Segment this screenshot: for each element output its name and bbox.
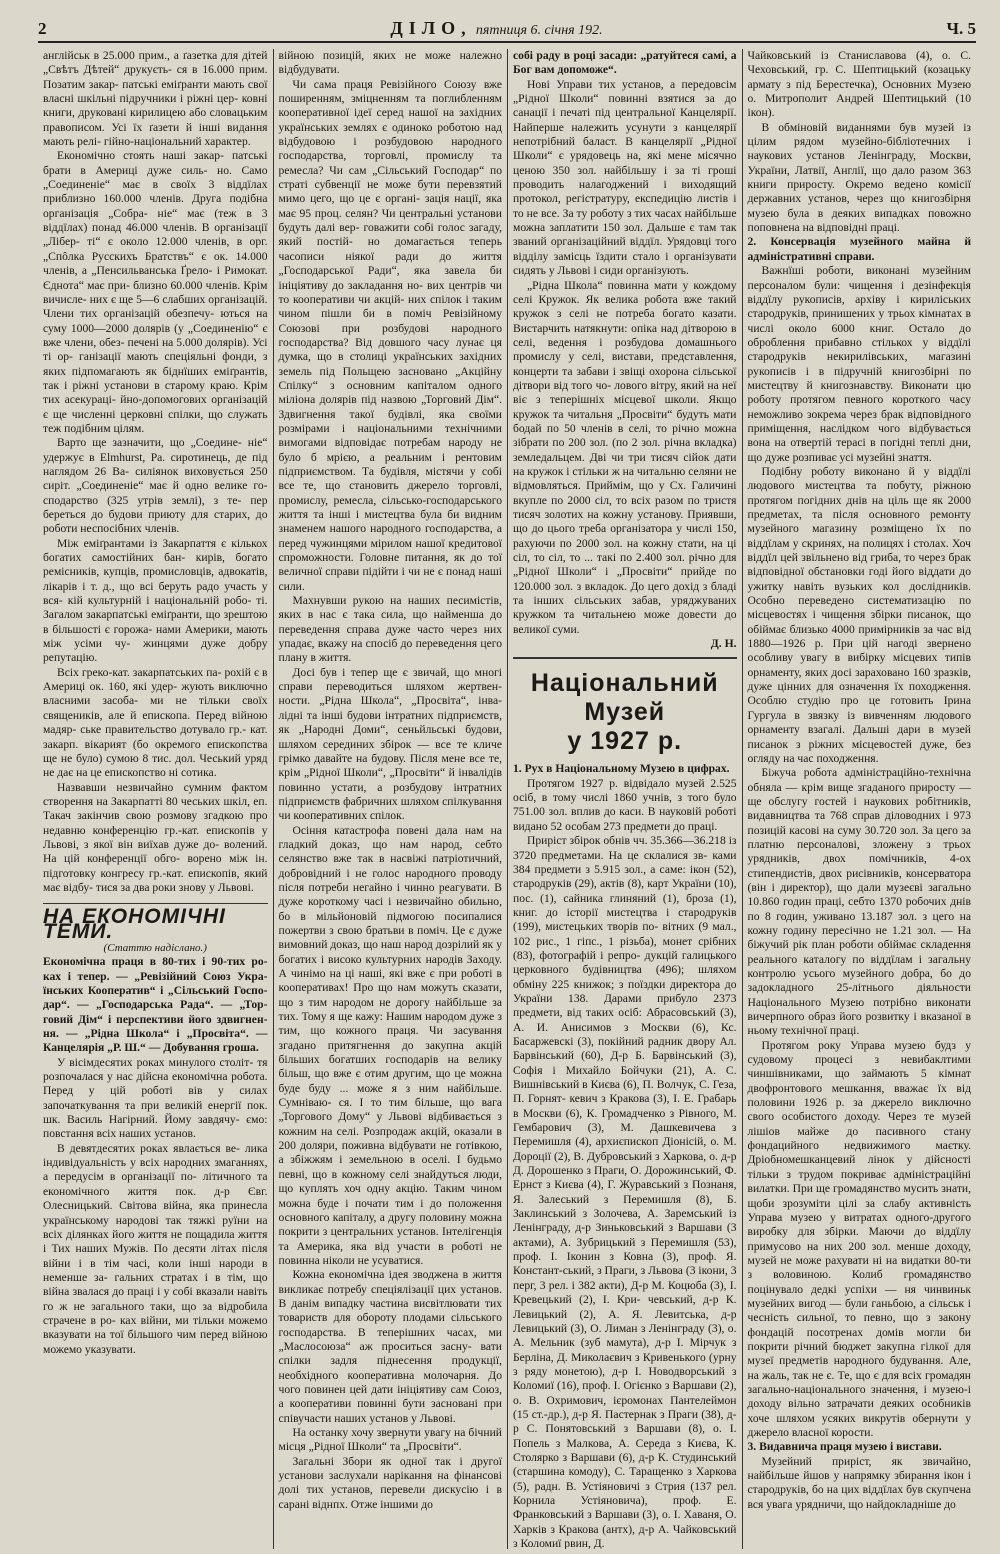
paragraph: Осіння катастрофа повені дала нам на гладкий доказ, що нам народ, себто селянство вже так в насвіжі патріотичний, добровідний і не голос народного проводу після потреби негайно і чинно реагувати. В дуже короткому часі і незвичайно обильно, бо в мільйоновій підмогою посипалися пожертви з свою братьви в поміч. Це є дуже вимовний доказ, що наш народ дозрілий як у богатих і високо культурних народів Заходу. А чинімо на ці наші, які вже є при роботі в кооперативах! Про що нам можуть сказати, що з тим народом не дорогу найбільше за тих. Тому я ще кажу: Нашим народом дуже з тим, що кожного праця. Чи засування згадано притягнення до закупна акцій більших богатших господарів на велику більш, що вже є отим другим, що це можна буде буду ... може я з ним найбільше. Сумніваю- ся. І то тим більше, що вага „Торгового Дому“ у Львові відбивається з кожним на селі. Розпродаж акцій, оказали в 200 доляри, поживна відбувати не готівкою, а збіжжям і земельною в оселі. І будьмо певні, що в кожному селі знайдуться люди, що куплять хоч одну акцію. Таким чином можна буде і почати тим і до положення основного капіталу, а другу половину можна покрити з центральних установ. Інтелігенція та Америка, яка від участи в роботі не повинна ніколи не усуватися. <box>278 823 502 1267</box>
paragraph: Протягом року Управа музею будз у судовому процесі з невибаклтими чиншівниками, що займають 5 кімнат двофронтового мешкання, вважає їх від половини 1926 р. за джерело виключно свого особистого доходу. Через те музей лішіов майже до пасивного стану фондацийного недвижимого маєтку. Дріобномешканцевий лінок у дійсності тільки з трудом покриває адміністраційні вилатки. При ще громадянство мусить знати, щоби зрозуміти цілі за слабу активність Управа музею у витратах одного-другого виробку для збірки. Маючи до віддїлу примусово на них 200 зол. менше доходу, музей не може рахувати ні на видатки 80-ти з воловиною. Колиб громадянство поцінувало дедкі успіхи — ня чинвиньк музейних вигод — були ганьбою, а сільськ і чесність сильної, то певно, що з закону фондацій посотренах домів могли би покрити річний бюджет закупна гілкої для музеї предметів народного будування. Але, на жаль, так не є. Те, що є для всіх громадян загально-національного значення, і музею-і доходу вільно затрачати деяких особників хоче шляхом усяких викрутів обернути у джерело власної корости. <box>747 1038 971 1439</box>
paragraph: Досі був і тепер ще є звичай, що многі справи переводиться шляхом жертвен- ности. „Рідна Школа“, „Просвіта“, інва- лідні та інші будови інтратних підприємств, як „Народні Доми“, сеньйльські будови, шляхом серединих збірок — все те кличе грімко давайте на будову. Після мене все те, крім „Рідної Школи“, „Просвіти“ й інвалідів повинно устати, а розбудову інтратних підприємств фабричних шляхом спілкування чи кооперативних спілок. <box>278 665 502 823</box>
paragraph: Чайковський із Станиславова (4), о. С. Чеховський, гр. С. Шептицький (козацьку армату з під Берестечка), Основних Музею о. Митрополит Андрей Шептицький (10 ікон). <box>747 49 971 120</box>
paragraph: Між еміґрантами із Закарпаття є кількох богатих самостійних бан- кирів, богато ремісників, купців, промисловців, адвокатів, лікарів і т. д., що всі беруть радо участь у вся- кій культурній і національній робо- ті. Загалом закарпатські еміґранти, що зрештою в більшості є горожа- нами Америки, мають між усіми чу- жинцями дуже добру репутацію. <box>43 536 268 665</box>
paragraph: Чи сама праця Ревізійного Союзу вже поширенням, зміцненням та поглибленням кооперативної ідеї серед нашої на західних українських землях є одиноко роботою над відбудовою і розбудовою народного господарства, торговлі, промислу та ремесла? Чи сам „Сільський Господар“ по страті субвенції не може бути перевзятий мимо цего, що це є органі- зація нації, яка має 95 проц. селян? Чи центральні установи будуть далі вер- говажити собі голос загаду, який постій- но домагається теперь часописи ніякої ради до життя „Господарської Ради“, яка завела би ініціятиву до закладання но- вих центрів чи то кооперативи чи акцій- них спілок і таким чином пішли би в поміч Ревізійному Союзові при розбудові народного господарства? Від довшого часу лунає ця думка, що в столиці українських західних земель під Польщею засновано „Акційну Спілку“ з основним капіталом одного міліона долярів під назвою „Торговий Дім“. Здвигнення такої будівлі, яка своїми розмірами і національними технічними вимогами відповідає потребам народу не було б мрією, а реальним і рентовим підприємством. Та будівля, містячи у собі все те, що становить джерело торговлі, промислу, ремесла, сільсько-господарського життя та інші і мистецтва була би видним знаменем нашого народного господарства, а перед чужинцями мірилом нашої кредитової спроможности. Головне питання, як до тої величної справи підійти і чи не є понад наші сили. <box>278 77 502 593</box>
paragraph: Всіх греко-кат. закарпатських па- рохій є в Америці ок. 160, які удер- жують виключно власними засоба- ми не тільки своїх священиків, але й епископа. Перед війною мадяр- ське правительство дотувало гр.- кат. закарп. вікарият (бо окремого епископства ще не було) сумою 8 тис. дол. Чеський уряд не дає на це епископство ні сотика. <box>43 665 268 780</box>
subheading: 3. Видавнича праця музею і вистави. <box>747 1440 942 1454</box>
issue-date: пятниця 6. січня 192. <box>475 23 603 38</box>
article-signature: Д. Н. <box>710 637 737 651</box>
paragraph: війною позицій, яких не може належно відбудувати. <box>278 49 502 77</box>
subheading: 2. Консервація музейного майна й адміністративні справи. <box>747 235 971 263</box>
issue-number: Ч. 5 <box>946 19 976 38</box>
paragraph: Музейний приріст, як звичайно, найбільше йшов у напрямку збирання ікон і стародруків, бо на цих віддїлах був скупчена вся увага урядничи, що найдокладніше до <box>747 1454 971 1511</box>
column-3 <box>507 49 742 1549</box>
column-2 <box>273 49 508 1549</box>
paragraph: Приріст збірок обнів чч. 35.366—36.218 із 3720 предметами. На це склалися зв- ками 384 предмети з 5.915 зол., а саме: ікон (52), стародруків (29), актів (8), карт України (10), пос. (1), сайника глиняний (1), броза (1), книг. до історії мистецтва і стародруків (199), мистецьких творів по- вітних (9 мал., 102 рис., 1 гіпс., 1 різьба), монет срібних (83), фотографій і репро- дукцій галицького церковного будівництва (496); шляхом обміну 225 книжок; з поїздки директора до України 138. Дарами прибуло 2373 предмети, від таких осіб: Абрасовський (3), А. И. Анисимов з Москви (6), Кс. Басаржевскі (3), покійний радник двору Ал. Барвінський (60), Д-р Б. Барвінський (3), Софія і Михайло Бойчуки (21), А. С. Вишнівський в Києва (6), П. Волчук, С. Геза, П. Горнят- кевич з Кракова (3), І. Е. Грабарь в Москви (6), К. Громадченко з Рівного, М. Гембарович (3), М. Дашкевичева з Перемишля (4), архиєпископ Діонісій, о. М. Дороції (2), В. Дубровський з Харкова, о. д-р Д. Дорошенко з Праги, О. Дорожинський, Ф. Ернст з Києва (4), Г. Журавський з Познаня, Я. Залеський з Перемишля (8), Б. Заклинський з Золочева, А. Заремський із Ленінграду, д-р Зиньковський з Варшави (3 актами), А. Зубрицький з Перемишля (53), проф. І. Іконин з Ковна (3), проф. Я. Констант-ський, з Праги, з Львова (3 ікони, 3 перг, 3 рел. і 382 акти), Д-р М. Коцюба (3), І. Кревецький (2), І. Кри- чевський, д-р К. Левицький (2), А. Я. Левитська, д-р Левицький (3), О. Лиман з Ленінграду (3), о. А. Мельник (зуб мамута), д-р І. Мірчук з Берліна, Д. Миколаєвич з Кривенького (урну з ряду монетою), д-р І. Новодворський з Коломиї (16), проф. І. Огієнко з Варшави (2), о. В. Охримович, ієромонах Пантелеймон (15 ст.-др.), д-р Я. Пастернак з Праги (38), д-р С. Понятовський з Варшави (8), о. І. Попель з Малкова, А. Середа з Києва, К. Столярко з Варшави (6), д-р К. Студинський (старшина комоду), С. Таращенко з Харкова (5), радн. В. Устіяновичі з Стрия (137 рел. Корнила Устіяновича), проф. Е. Франковський з Варшави (3), о. І. Хаваня, О. Харків з Кракова (антх), д-р А. Чайковський з Коломиї рвин, Д. <box>513 834 737 1549</box>
paragraph: Нові Управи тих установ, а передовсім „Рідної Школи“ повинні взятися за до санації і печаті під центральної Канцелярії. Найперше належить усунути з канцелярії непотрібний баласт. В канцелярії „Рідної Школи“ є урядовець на, які мене місячно ценою 350 зол. найбільшу і за ті гроші проводить налагоджений і виходящий протокол, регістратуру, експедицію листів і то не все. За ту роботу з тих часах найбільше можна заплатити 150 зол. Дальше є там так званий організаційний віддїл. Урядовці того відділу замісць їздити стало і організувати сидять у Львові і сиди організують. <box>513 77 737 278</box>
column-1 <box>38 49 273 1549</box>
section-note: (Статтю надіслано.) <box>103 941 207 954</box>
paragraph: Варто ще зазначити, що „Соедине- ніе“ удержує в Elmhurst, Pa. сиротинець, де під наглядом 26 Ва- силіянок виховується 250 сиріт. „Соединеніе“ має й одно велике го- сподарство (325 утрів землі), з те- пер береться до будови приюту для старих, до роботи неспосібних членів. <box>43 436 268 536</box>
section-title: НА ЕКОНОМІЧНІ ТЕМИ. <box>43 903 268 939</box>
paragraph: У вісімдесятих роках минулого століт- тя розпочалася у нас дійсна економічна робота. Перед у цій роботі вів у силах започаткування та при великій енергії пок. шк. Василь Нагірний. Йому завдячу- ємо: повстання всіх наших установ. <box>43 1055 268 1141</box>
section-summary: Економічна праця в 80-тих і 90-тих ро- ках і тепер. — „Ревізійний Союз Укра- їнських Кооператив“ і „Сільський Госпо- дар“. — „Господарська Рада“. — „Тор- говий Дім“ і перспективи його здвигнен- ня. — „Рідна Школа“ і „Просвіта“. — Канцелярія „Р. Ш.“ — Добування гроша. <box>43 955 268 1055</box>
headline-line-1: Національний Музей <box>530 669 719 727</box>
paragraph: Кожна економічна ідея зводжена в життя викликає потребу спеціялізації цих установ. В данім випадку частина висвітлювати тих товариств для обороту плодами сільського господарства. В теперішних часах, ми „Маслосоюза“ аж проситься засну- вати спілки задля піднесення продукції, необхідного кооперативна молочарня. До чого повинен цей дати ініціятиву сам Союз, а кооперативи повинні бути засновані при співучасти наших установ у Львові. <box>278 1268 502 1425</box>
paragraph: Загальні Збори як одної так і другої установи заслухали нарікання на фінансові долі тих установ, перевели дискусію і в сарані віднпх. Отже іншими до <box>278 1454 502 1511</box>
paragraph: Назвавши незвичайно сумним фактом створення на Закарпатті 80 чеських шкіл, еп. Такач закінчив свою розмову згадкою про недавню конференцію гр.-кат. епископів у Львові, з якої він виїхав дуже до- волений. На цій конференції обго- ворено між ін. підготовку конгресу гр.-кат. епископів, який має відбу- тися за два роки знову у Львові. <box>43 780 268 894</box>
paragraph: На останку хочу звернути увагу на бічний місця „Рідної Школи“ та „Просвіти“. <box>278 1426 502 1454</box>
masthead-title: ДІЛО, <box>390 18 472 38</box>
page-number: 2 <box>38 19 47 38</box>
paragraph: Махнувши рукою на наших песимістів, яких в нас є така сила, що найменша до переведення справа дуже часто через них упадає, вкажу на спосіб до переведення цего плану в життя. <box>278 594 502 665</box>
paragraph: „Рідна Школа“ повинна мати у кождому селі Кружок. Як велика робота вже такий кружок з селі не потреба богато казати. Вистарчить натякнути: опіка над дітворою в селі, ведення і розбудова домашнього промислу у селі, вистави, представлення, концерти та забави і звіщі охорона сільської дітвори від того чо- лового вітру, який на неї віє з теперішніх місцевої школи. Якщо кружок та читальня „Просвіти“ будуть мати бодай по 50 членів в селі, то річно можна зібрати по 200 зол. (по 2 зол. річна вкладка) земледальцем. Дві чи три тисяч сійок дати на кружок і стільки ж на читальню селяни не відмовляться. Приймім, що у Сх. Галичині вкупле по 2000 сіл, то всіх разом по тристя тисяч золотих на кожну установу. Приявши, що до цього треба організатора у числі 150, рахуючи по 2000 зол. на кожну стати, на ці сіл, то сіл, то ... такі по 2.400 зол. річно для „Рідної Школи“ і „Просвіти“ прийде по 120.000 зол. з вкладок. До цего дохід з бладі та інших сільських забав, уряджуваних кружком та читальнею може довести до великої суми. <box>513 278 737 636</box>
paragraph: Важнїші роботи, виконані музейним персоналом були: чищення і дезінфекція віддїлу рукописів, архіву і кириліських стародруків, принишених у трьох кімнатах в числі около 6000 книг. Остало до оброблення прибавно стількох у віддїлі стародруків некирилівських, магазині рукописів і в підручній книгозбірні по мистецтву й книгознавству. Виконати цю роботу протягом певного короткого часу неможливо зокрема через брак відповідного приміщення, наслідком чого відбувається вона на отвертій терасі в погідні теплі дни, що дуже розпиває усі музейні знаття. <box>747 264 971 464</box>
columns <box>38 49 976 1549</box>
subheading: 1. Рух в Національному Музею в цифрах. <box>513 762 730 776</box>
headline-line-2: у 1927 р. <box>567 727 683 756</box>
paragraph: Протягом 1927 р. відвідало музей 2.525 осіб, в тому числі 1860 учнів, з того було 751.00 зол. вплив до каси. В науковій роботі видано 52 особам 273 предмети до праці. <box>513 776 737 833</box>
paragraph: В девятдесятих роках явлається ве- лика індивідуальність у всіх народних змаганнях, а передусім в організації по- літичного та економічного життя пок. д-р Євг. Олесницький. Світова війна, яка принесла українському народові так тяжкі руїни на всіх ділянках його життя не пощадила життя і Тих наших Мужів. По десяти літах після війни і в тім часі, коли іншi народи в неменше за- гальних стратах і в тім, що війна звалася до праці і у собі вказали навіть го ж не загального таки, що за відробила страчене в ро- ках війни, ми тільки можемо вказувати на тої більшого чим перед війною можемо указувати. <box>43 1141 268 1356</box>
paragraph: Подібну роботу виконано й у віддїлі людового мистецтва та побуту, ріжною протягом погідних днів на ціль ще як 2000 предметах, та після основного ремонту музейного магазину розміщено їх по віддїлам у скринях, на полицях і столах. Хоч віддїл цей звільнено від гриба, то через брак відповідної обстановки годі його віддати до ужитку навіть вузьких кол дослідників. Особно переведено систематизацію по місцевостях і чищення збірки писанок, що обіймає близько 4000 примірників за час від 1880—1926 р. При цій нагоді звернено особливу увагу в вибірку місцевих типів орнаменту, яких досі зарахованo 160 зразків, дуже цінних для означення їх походження. Особлю студію про це готовить Ірина Гургула в звязку із вивченням людового орнаменту взагалі. Дальші дари в музей писанок з ріжних місцевостей дуже, без огляду на час походження. <box>747 464 971 765</box>
page-header <box>38 18 976 43</box>
article-headline <box>513 657 737 756</box>
masthead <box>390 18 602 39</box>
paragraph: англійськ в 25.000 прим., а ґазетка для дітей „Свѣтъ Дѣтей“ друкуєть- ся в 16.000 прим. Позатим закар- патські еміґранти мають свої власні шкільні підручники і ріжні цер- ковні книги, друковані кирилицею або словацьким правописом. Усі їх ґазети й інші видання мають релі- гійно-національний характер. <box>43 49 268 149</box>
paragraph: Біжуча робота адміністраційно-технічна обняла — крім вище згаданого приросту — ще обслугу гостей і наукових робітників, видавництва та 768 справ діловодних і 973 позицій касові на суму 30.720 зол. За цего за платню персоналові, зложену з трьох урядників, двох помічників, 4-ох стипендистів, двох рисівників, консерватора (він і директор), що дали музеєві загально 10.860 годин праці, себто 1370 робочих днів по 8 годин, уживано 13.187 зол. з цего на кожну годину пересічно не 1.21 зол. — На біжучий рік план роботи обіймає складення реального каталогу по віддїлам і загальну контролю усього музейного добра, бо до задокладного 25-літнього діяльности Національного Музею потрібно виконати вичерпного образ його розвитку і вказаної в ньому технічної праці. <box>747 766 971 1038</box>
paragraph: В обміновій виданнями був музей із цілим рядом музейно-бібліотечних і наукових установ Ленінграду, Москви, України, Латвії, Англії, що дало разом 363 книги приросту. Окремо ведено комісії державних установ, через що книгозбірня музею була в деяких випадках повожно поповнена на відповідні праці. <box>747 120 971 235</box>
column-4 <box>742 49 977 1549</box>
paragraph: собі раду в році засади: „ратуйтеся самі, а Бог вам допоможе“. <box>513 49 737 77</box>
paragraph: Економічно стоять наші закар- патські брати в Америці дуже силь- но. Само „Соединеніе“ має в своїх 3 віддїлах приблизно 160.000 членів. Друга подібна організація „Собра- ніе“ має (теж в 3 віддїлах) понад 46.000 членів. В організації „Лібер- ті“ є около 12.000 членів, в орг. „Спôлка Русскихъ Братствъ“ є ок. 14.000 членів, а „Пенсильванська Ґрело- і Римокат. Єднота“ має при- близно 60.000 членів. Крім вичисле- них є ще 5—6 слабших організацій. Члени тих організацій обезпечу- ються на суму 1000—2000 долярів (у „Соединенію“ є вже члени, обез- печені на 5.000 долярів). Усі ті ор- ганізації мають спеціяльні фонди, з яких підпомагають як біднїших еміґрантів, так і ріжні установи в старому краю. Крім тих асекураці- йно-допомогових організацій є ще численні церковні спілки, що служать теж подібним цілям. <box>43 149 268 435</box>
